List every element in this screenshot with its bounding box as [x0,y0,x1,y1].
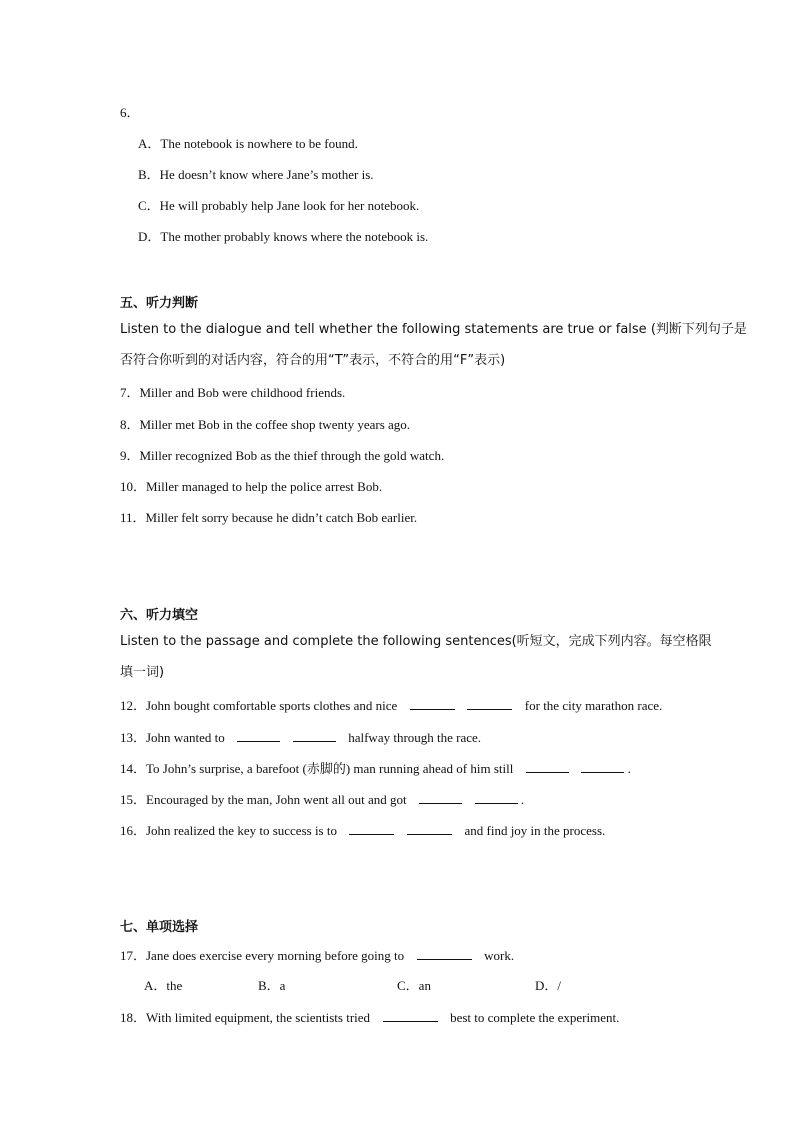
statement-10: 10．Miller managed to help the police arrest Bob. [120,479,383,494]
q17-option-a[interactable]: A．the [144,978,183,993]
fill-item-12-tail: for the city marathon race. [524,698,663,713]
question-18 [120,1008,619,1027]
statement-7: 7．Miller and Bob were childhood friends. [120,385,346,400]
section-6-heading: 六、听力填空 [120,608,199,623]
section-6-instruction-2: 填一词) [120,665,165,680]
fill-item-16-text: 16．John realized the key to success is to [120,823,337,838]
q17-option-c[interactable]: C．an [397,978,431,993]
fill-item-15 [120,790,524,809]
fill-item-15-tail: . [520,792,525,807]
fill-item-14-text: 14．To John’s surprise, a barefoot (赤脚的) man running ahead of him still [120,761,514,776]
fill-item-13-text: 13．John wanted to [120,730,225,745]
blank-12b[interactable] [467,696,512,710]
fill-item-15-text: 15．Encouraged by the man, John went all out and got [120,792,407,807]
question-17-stem: 17．Jane does exercise every morning before going to [120,948,405,963]
section-5-heading: 五、听力判断 [120,296,199,311]
fill-item-12-text: 12．John bought comfortable sports clothes and nice [120,698,398,713]
question-17 [120,946,514,965]
blank-17[interactable] [417,946,472,960]
blank-15b[interactable] [475,790,518,804]
q6-option-b: B．He doesn’t know where Jane’s mother is. [138,167,374,182]
blank-15a[interactable] [419,790,462,804]
fill-item-16 [120,821,605,840]
statement-8: 8．Miller met Bob in the coffee shop twenty years ago. [120,417,411,432]
blank-14b[interactable] [581,759,624,773]
question-18-tail: best to complete the experiment. [450,1010,620,1025]
question-18-stem: 18．With limited equipment, the scientists tried [120,1010,371,1025]
question-17-tail: work. [484,948,515,963]
fill-item-13-tail: halfway through the race. [348,730,482,745]
fill-item-12 [120,696,662,715]
q6-option-d: D．The mother probably knows where the notebook is. [138,229,429,244]
question-number-6: 6． [120,105,140,120]
blank-16b[interactable] [407,821,452,835]
blank-18[interactable] [383,1008,438,1022]
q6-option-a: A．The notebook is nowhere to be found. [138,136,358,151]
blank-14a[interactable] [526,759,569,773]
fill-item-14 [120,759,631,778]
blank-12a[interactable] [410,696,455,710]
section-6-instruction-1: Listen to the passage and complete the following sentences(听短文，完成下列内容。每空格限 [120,634,712,649]
section-5-instruction-2: 否符合你听到的对话内容，符合的用“T”表示，不符合的用“F”表示) [120,353,506,368]
fill-item-14-tail: . [627,761,631,776]
blank-16a[interactable] [349,821,394,835]
section-5-instruction-1: Listen to the dialogue and tell whether the following statements are true or false (判断下列句子是 [120,322,747,337]
fill-item-13 [120,728,481,747]
blank-13b[interactable] [293,728,336,742]
section-7-heading: 七、单项选择 [120,920,199,935]
statement-9: 9．Miller recognized Bob as the thief through the gold watch. [120,448,445,463]
statement-11: 11．Miller felt sorry because he didn’t catch Bob earlier. [120,510,418,525]
blank-13a[interactable] [237,728,280,742]
q17-option-b[interactable]: B．a [258,978,286,993]
fill-item-16-tail: and find joy in the process. [464,823,606,838]
q6-option-c: C．He will probably help Jane look for her notebook. [138,198,420,213]
q17-option-d[interactable]: D．/ [535,978,562,993]
